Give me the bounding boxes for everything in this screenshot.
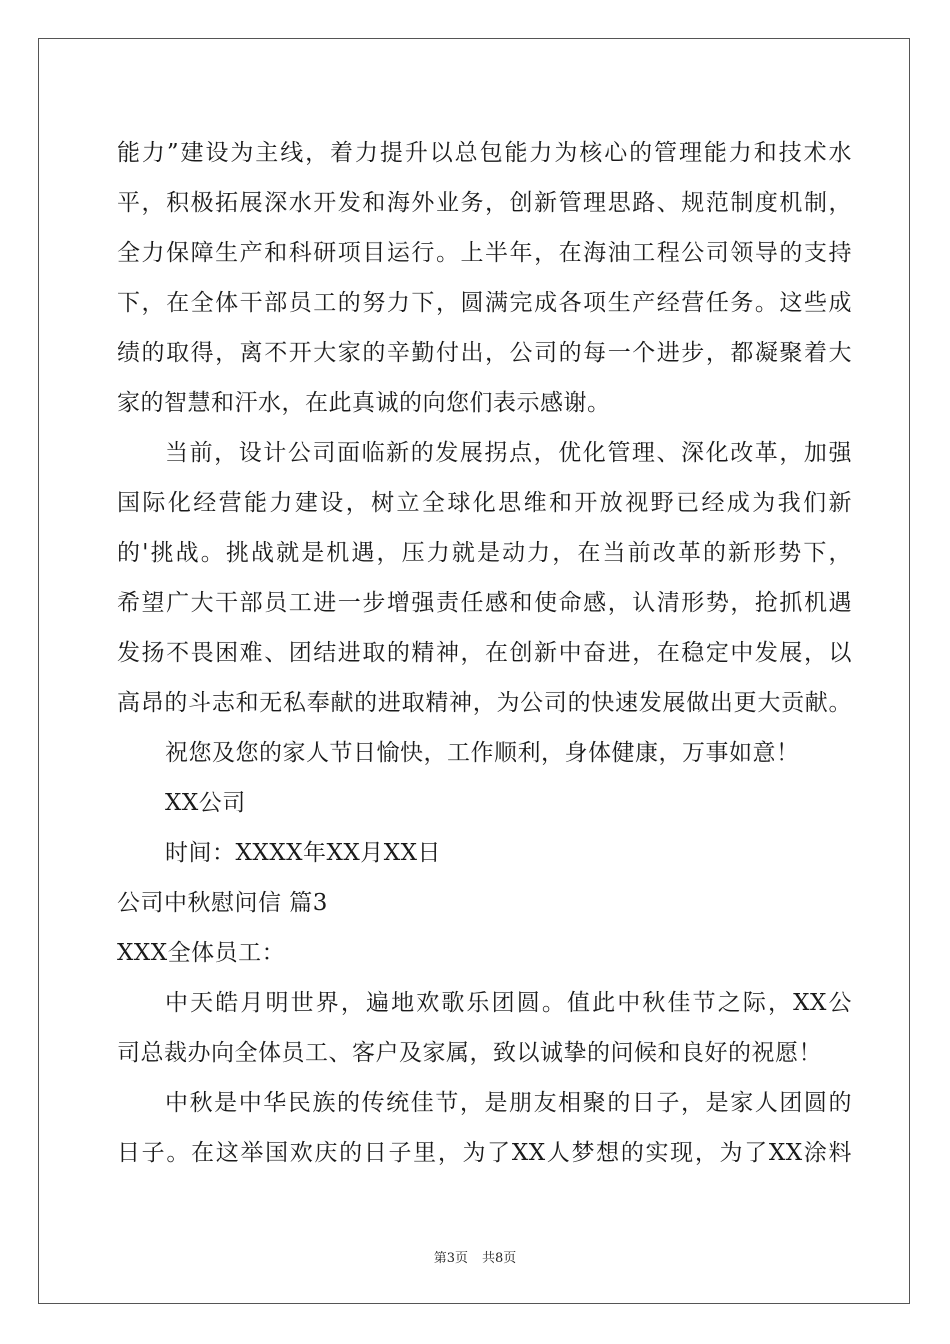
- paragraph-line: 全力保障生产和科研项目运行。上半年，在海油工程公司领导的支持: [117, 240, 852, 266]
- paragraph-line: 能力”建设为主线，着力提升以总包能力为核心的管理能力和技术水: [117, 140, 852, 166]
- page-number-total: 共8页: [482, 1251, 517, 1266]
- paragraph-line: 当前，设计公司面临新的发展拐点，优化管理、深化改革，加强: [165, 440, 852, 466]
- paragraph-line: 司总裁办向全体员工、客户及家属，致以诚挚的问候和良好的祝愿！: [117, 1040, 822, 1066]
- section-heading: 公司中秋慰问信 篇3: [117, 890, 328, 916]
- signature-date: 时间：XXXX年XX月XX日: [165, 840, 441, 866]
- paragraph-line: 下，在全体干部员工的努力下，圆满完成各项生产经营任务。这些成: [117, 290, 852, 316]
- paragraph-line: 绩的取得，离不开大家的辛勤付出，公司的每一个进步，都凝聚着大: [117, 340, 852, 366]
- paragraph-line: 的'挑战。挑战就是机遇，压力就是动力，在当前改革的新形势下，: [117, 540, 852, 566]
- signature-company: XX公司: [165, 790, 246, 816]
- paragraph-line: 发扬不畏困难、团结进取的精神，在创新中奋进，在稳定中发展，以: [117, 640, 852, 666]
- document-body: [117, 128, 852, 1178]
- page-number-current: 第3页: [433, 1251, 468, 1266]
- paragraph-line: 日子。在这举国欢庆的日子里，为了XX人梦想的实现，为了XX涂料: [117, 1140, 852, 1166]
- salutation: XXX全体员工：: [117, 940, 286, 966]
- page-footer: [0, 1247, 950, 1266]
- paragraph-line: 家的智慧和汗水，在此真诚的向您们表示感谢。: [117, 390, 611, 416]
- paragraph-line: 希望广大干部员工进一步增强责任感和使命感，认清形势，抢抓机遇: [117, 590, 852, 616]
- paragraph-line: 中天皓月明世界，遍地欢歌乐团圆。值此中秋佳节之际，XX公: [165, 990, 852, 1016]
- paragraph-line: 平，积极拓展深水开发和海外业务，创新管理思路、规范制度机制，: [117, 190, 852, 216]
- paragraph-line: 国际化经营能力建设，树立全球化思维和开放视野已经成为我们新: [117, 490, 852, 516]
- paragraph-line: 高昂的斗志和无私奉献的进取精神，为公司的快速发展做出更大贡献。: [117, 690, 852, 716]
- greeting-line: 祝您及您的家人节日愉快，工作顺利，身体健康，万事如意！: [165, 740, 800, 766]
- paragraph-line: 中秋是中华民族的传统佳节，是朋友相聚的日子，是家人团圆的: [165, 1090, 852, 1116]
